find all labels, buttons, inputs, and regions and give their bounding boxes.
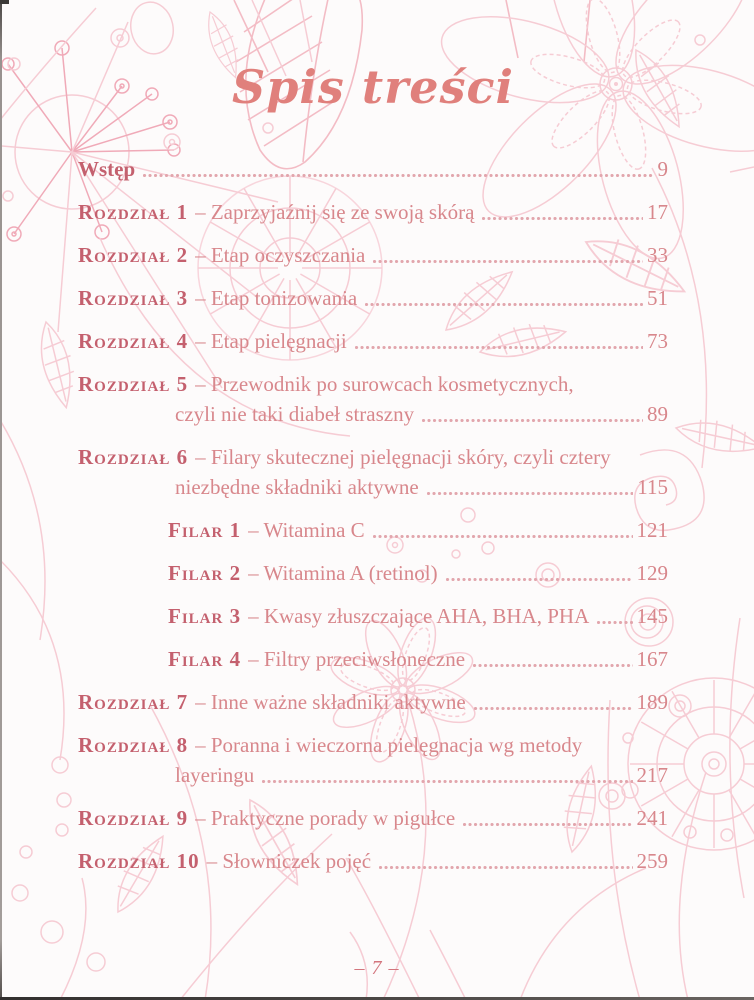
toc-entry-label: Rozdział 8 bbox=[78, 733, 189, 757]
toc-entry-label: Rozdział 7 bbox=[78, 690, 189, 714]
dotted-leader bbox=[463, 823, 632, 826]
toc-entry-label: Rozdział 3 bbox=[78, 286, 189, 310]
toc-entry-line-continued bbox=[78, 472, 668, 502]
scan-edge-left bbox=[0, 0, 2, 1000]
toc-entry bbox=[78, 515, 668, 545]
toc-entry-title: – Etap pielęgnacji bbox=[195, 329, 347, 353]
dotted-leader bbox=[482, 217, 643, 220]
toc-entry-title: – Kwasy złuszczające AHA, BHA, PHA bbox=[248, 604, 590, 628]
toc-entry-page: 33 bbox=[647, 243, 668, 267]
toc-entry-page: 9 bbox=[657, 157, 668, 181]
toc-list bbox=[78, 154, 668, 876]
toc-entry-line-continued bbox=[78, 399, 668, 429]
toc-entry-title: – Poranna i wieczorna pielęgnacja wg metody bbox=[195, 733, 583, 757]
toc-entry-title-continued: niezbędne składniki aktywne bbox=[175, 475, 419, 499]
toc-entry-line bbox=[78, 803, 668, 833]
toc-entry-title: – Inne ważne składniki aktywne bbox=[195, 690, 466, 714]
toc-entry-label: Filar 4 bbox=[168, 647, 242, 671]
toc-entry-line bbox=[78, 687, 668, 717]
toc-entry-label: Rozdział 5 bbox=[78, 372, 189, 396]
dotted-leader bbox=[473, 664, 632, 667]
toc-entry-line bbox=[78, 369, 668, 399]
toc-entry-page: 73 bbox=[647, 329, 668, 353]
toc-entry-line bbox=[78, 197, 668, 227]
toc-entry-label: Filar 2 bbox=[168, 561, 242, 585]
toc-entry-title: – Witamina A (retinol) bbox=[248, 561, 438, 585]
toc-entry-line bbox=[78, 558, 668, 588]
toc-entry-line-continued bbox=[78, 760, 668, 790]
toc-entry-page: 145 bbox=[636, 604, 668, 628]
page-footer: – 7 – bbox=[354, 957, 400, 979]
toc-entry bbox=[78, 803, 668, 833]
toc-entry bbox=[78, 730, 668, 790]
toc-entry-page: 121 bbox=[636, 518, 668, 542]
toc-entry-page: 167 bbox=[636, 647, 668, 671]
dotted-leader bbox=[379, 866, 632, 869]
toc-entry-line bbox=[78, 283, 668, 313]
toc-entry bbox=[78, 687, 668, 717]
dotted-leader bbox=[262, 780, 632, 783]
toc-entry-page: 115 bbox=[637, 475, 668, 499]
toc-entry bbox=[78, 558, 668, 588]
toc-entry-page: 259 bbox=[636, 849, 668, 873]
toc-entry-title: – Witamina C bbox=[248, 518, 365, 542]
toc-entry-title: – Zaprzyjaźnij się ze swoją skórą bbox=[195, 200, 475, 224]
toc-entry-page: 241 bbox=[636, 806, 668, 830]
toc-entry-title-continued: czyli nie taki diabeł straszny bbox=[175, 402, 415, 426]
toc-entry bbox=[78, 240, 668, 270]
toc-entry-title: – Filary skutecznej pielęgnacji skóry, czyli cztery bbox=[195, 445, 611, 469]
toc-entry-page: 189 bbox=[636, 690, 668, 714]
toc-entry-title-continued: layeringu bbox=[175, 763, 255, 787]
toc-entry-title: – Przewodnik po surowcach kosmetycznych, bbox=[195, 372, 574, 396]
toc-entry bbox=[78, 369, 668, 429]
dotted-leader bbox=[143, 174, 653, 177]
toc-entry-line bbox=[78, 154, 668, 184]
dotted-leader bbox=[446, 578, 633, 581]
toc-entry bbox=[78, 442, 668, 502]
dotted-leader bbox=[474, 707, 633, 710]
dotted-leader bbox=[365, 303, 643, 306]
dotted-leader bbox=[422, 419, 643, 422]
toc-entry bbox=[78, 154, 668, 184]
toc-entry-line bbox=[78, 644, 668, 674]
toc-entry bbox=[78, 601, 668, 631]
toc-entry-label: Rozdział 1 bbox=[78, 200, 189, 224]
toc-entry-label: Wstęp bbox=[78, 157, 136, 181]
toc-entry-line bbox=[78, 442, 668, 472]
toc-entry-page: 51 bbox=[647, 286, 668, 310]
toc-entry-label: Rozdział 9 bbox=[78, 806, 189, 830]
toc-entry-label: Rozdział 4 bbox=[78, 329, 189, 353]
toc-entry-title: – Etap oczyszczania bbox=[195, 243, 366, 267]
toc-entry-title: – Filtry przeciwsłoneczne bbox=[248, 647, 466, 671]
toc-entry-line bbox=[78, 240, 668, 270]
dotted-leader bbox=[427, 492, 634, 495]
scan-corner-speck bbox=[0, 0, 9, 4]
toc-entry-title: – Słowniczek pojęć bbox=[206, 849, 372, 873]
dotted-leader bbox=[373, 260, 643, 263]
toc-entry-line bbox=[78, 515, 668, 545]
toc-entry-line bbox=[78, 846, 668, 876]
toc-entry bbox=[78, 197, 668, 227]
toc-entry bbox=[78, 326, 668, 356]
toc-entry bbox=[78, 644, 668, 674]
toc-entry-page: 129 bbox=[636, 561, 668, 585]
toc-entry bbox=[78, 283, 668, 313]
dotted-leader bbox=[373, 535, 633, 538]
toc-entry-label: Filar 1 bbox=[168, 518, 242, 542]
toc-entry-title: – Etap tonizowania bbox=[195, 286, 358, 310]
toc-entry-page: 17 bbox=[647, 200, 668, 224]
toc-entry-title: – Praktyczne porady w pigułce bbox=[195, 806, 456, 830]
toc-entry-line bbox=[78, 730, 668, 760]
toc-entry-line bbox=[78, 601, 668, 631]
dotted-leader bbox=[355, 346, 643, 349]
page-title: Spis treści bbox=[232, 60, 514, 114]
toc-entry-label: Rozdział 10 bbox=[78, 849, 200, 873]
dotted-leader bbox=[597, 621, 632, 624]
toc-entry bbox=[78, 846, 668, 876]
toc-entry-page: 89 bbox=[647, 402, 668, 426]
toc-entry-page: 217 bbox=[636, 763, 668, 787]
toc-entry-line bbox=[78, 326, 668, 356]
toc-entry-label: Filar 3 bbox=[168, 604, 242, 628]
toc-entry-label: Rozdział 6 bbox=[78, 445, 189, 469]
toc-entry-label: Rozdział 2 bbox=[78, 243, 189, 267]
toc-page bbox=[78, 0, 668, 889]
